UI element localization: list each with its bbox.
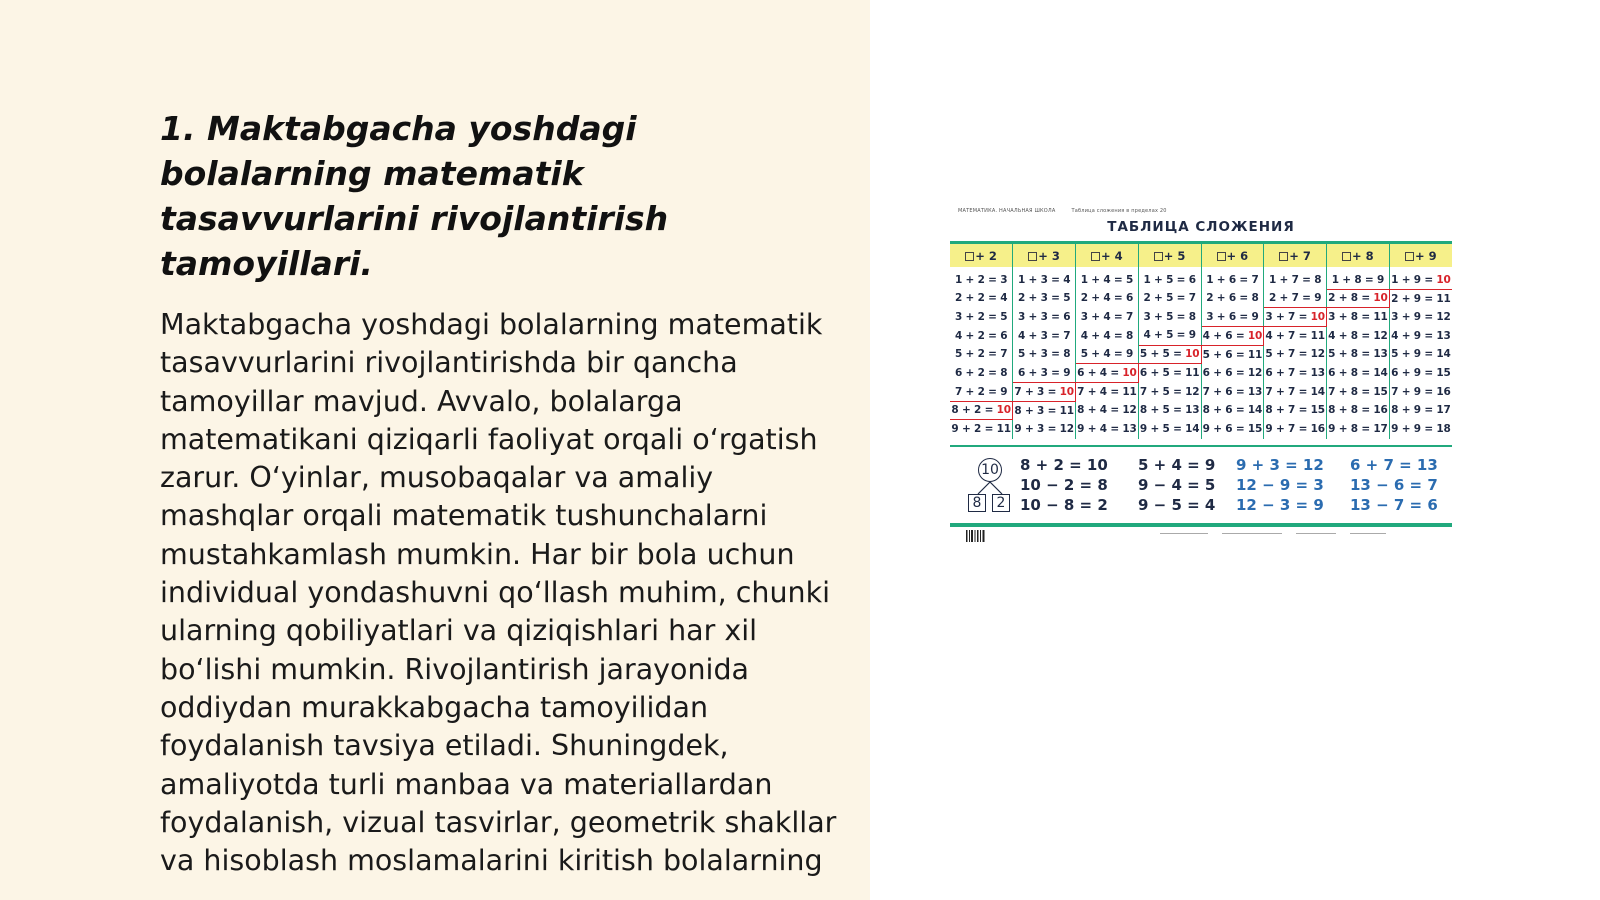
- table-row: [950, 326, 1452, 345]
- cell-result: 12: [1122, 404, 1137, 417]
- table-cell: [1201, 267, 1264, 289]
- cell-expression: 4 + 7 =: [1265, 329, 1311, 342]
- cell-expression: 6 + 8 =: [1328, 367, 1374, 380]
- cell-expression: 7 + 3 =: [1014, 385, 1060, 398]
- cell-expression: 7 + 9 =: [1391, 385, 1437, 398]
- column-header: [1013, 244, 1076, 267]
- poster-series-label: МАТЕМАТИКА. НАЧАЛЬНАЯ ШКОЛА: [958, 208, 1056, 214]
- column-header: [1327, 244, 1390, 267]
- cell-result: 11: [1310, 329, 1325, 342]
- barcode-icon: [966, 530, 986, 542]
- cell-result: 11: [1059, 404, 1074, 417]
- cell-result: 13: [1247, 385, 1263, 398]
- table-cell: [950, 420, 1013, 439]
- table-cell: [1327, 382, 1390, 401]
- cell-expression: 5 + 2 =: [954, 348, 1001, 361]
- cell-expression: 9 + 5 =: [1139, 423, 1186, 436]
- cell-result: 8: [1314, 274, 1322, 286]
- cell-result: 11: [1373, 311, 1388, 324]
- column-header-label: + 4: [1101, 248, 1123, 263]
- table-cell: [1138, 345, 1201, 364]
- table-cell: [1201, 326, 1264, 345]
- cell-result: 12: [1185, 385, 1200, 398]
- decomposition-whole: 10: [978, 458, 1002, 482]
- cell-expression: 8 + 9 =: [1391, 404, 1437, 417]
- poster-title: ТАБЛИЦА СЛОЖЕНИЯ: [1107, 219, 1295, 235]
- cell-expression: 9 + 8 =: [1328, 423, 1374, 436]
- cell-expression: 9 + 3 =: [1014, 423, 1060, 436]
- example-group-4: [1350, 455, 1438, 515]
- table-cell: [1138, 289, 1201, 308]
- cell-result: 11: [996, 423, 1011, 436]
- table-cell: [1389, 326, 1452, 345]
- table-cell: [1389, 345, 1452, 364]
- table-cell: [1327, 420, 1390, 439]
- cell-result: 9: [1063, 366, 1071, 379]
- table-cell: [1201, 364, 1264, 383]
- table-cell: [1201, 382, 1264, 401]
- cell-result: 4: [1063, 274, 1071, 286]
- table-cell: [1201, 420, 1264, 439]
- table-cell: [1264, 289, 1327, 308]
- column-header: [1076, 244, 1139, 267]
- cell-result: 14: [1436, 348, 1451, 361]
- cell-result: 5: [1125, 274, 1134, 286]
- table-cell: [1327, 267, 1390, 289]
- cell-expression: 5 + 4 =: [1080, 348, 1126, 361]
- table-cell: [1076, 289, 1139, 308]
- cell-result: 13: [1122, 423, 1137, 436]
- table-cell: [1138, 267, 1201, 289]
- cell-result: 8: [1125, 329, 1134, 342]
- addition-table: [950, 244, 1452, 439]
- decomposition-part-b: 2: [992, 494, 1010, 512]
- cell-result: 10: [1059, 385, 1074, 398]
- example-equation: 6 + 7 = 13: [1350, 456, 1438, 474]
- cell-expression: 2 + 4 =: [1080, 292, 1126, 305]
- table-cell: [1264, 382, 1327, 401]
- table-cell: [1076, 345, 1139, 364]
- cell-expression: 2 + 7 =: [1268, 292, 1315, 305]
- table-row: [950, 364, 1452, 383]
- table-cell: [1327, 289, 1390, 308]
- cell-result: 13: [1185, 404, 1200, 417]
- table-header-row: [950, 244, 1452, 267]
- cell-expression: 1 + 9 =: [1391, 273, 1437, 286]
- cell-expression: 9 + 6 =: [1202, 423, 1248, 436]
- cell-result: 9: [1376, 273, 1385, 286]
- table-cell: [1389, 267, 1452, 289]
- cell-result: 17: [1436, 404, 1451, 417]
- empty-box-icon: [965, 252, 974, 261]
- cell-expression: 6 + 2 =: [954, 367, 1001, 380]
- table-cell: [1138, 326, 1201, 345]
- cell-expression: 7 + 4 =: [1077, 386, 1123, 399]
- cell-result: 11: [1247, 348, 1263, 361]
- table-cell: [1264, 308, 1327, 327]
- table-cell: [1389, 382, 1452, 401]
- slide-title: 1. Maktabgacha yoshdagi bolalarning matematik tasavvurlarini rivojlantirish tamoyillari.: [160, 109, 669, 283]
- table-cell: [1013, 364, 1076, 383]
- cell-expression: 3 + 7 =: [1265, 311, 1311, 324]
- cell-result: 9: [1251, 310, 1259, 323]
- cell-result: 15: [1247, 423, 1263, 436]
- cell-expression: 9 + 4 =: [1077, 423, 1123, 436]
- cell-result: 7: [1125, 311, 1134, 324]
- cell-expression: 2 + 6 =: [1206, 292, 1252, 305]
- cell-expression: 4 + 4 =: [1080, 329, 1126, 342]
- cell-expression: 6 + 9 =: [1391, 367, 1437, 380]
- cell-result: 8: [1188, 311, 1196, 324]
- cell-expression: 8 + 7 =: [1265, 404, 1311, 417]
- column-header: [1389, 244, 1452, 267]
- cell-expression: 7 + 6 =: [1202, 385, 1248, 398]
- column-header: [1264, 244, 1327, 267]
- cell-expression: 7 + 8 =: [1328, 385, 1374, 398]
- example-equation: 8 + 2 = 10: [1020, 456, 1108, 474]
- table-cell: [1201, 401, 1264, 420]
- decomposition-part-a: 8: [968, 494, 986, 512]
- cell-expression: 4 + 9 =: [1391, 329, 1437, 342]
- example-group-3: [1236, 455, 1324, 515]
- cell-result: 6: [1188, 274, 1196, 286]
- cell-expression: 1 + 3 =: [1017, 274, 1064, 286]
- slide-body-text: Maktabgacha yoshdagi bolalarning matematik tasavvurlarini rivojlantirishda bir qancha tamoyillar mavjud. Avvalo, bolalarga matematikani qiziqarli faoliyat orqali o‘rgatish zarur. O‘yinlar, musobaqalar va amaliy mashqlar orqali matematik tushunchalarni mustahkamlash mumkin. Har bir bola uchun individual yondashuvni qo‘llash muhim, chunki ularning qobiliyatlari va qiziqishlari har xil bo‘lishi mumkin. Rivojlantirish jarayonida oddiydan murakkabgacha tamoyilidan foydalanish tavsiya etiladi. Shuningdek, amaliyotda turli manbaa va materiallardan foydalanish, vizual tasvirlar, geometrik shakllar va hisoblash moslamalarini kiritish bolalarning: [160, 308, 837, 878]
- cell-expression: 4 + 3 =: [1017, 329, 1064, 342]
- table-cell: [1013, 267, 1076, 289]
- cell-result: 13: [1373, 348, 1388, 361]
- column-header-label: + 8: [1352, 248, 1374, 263]
- cell-result: 9: [1125, 348, 1134, 361]
- cell-result: 15: [1310, 404, 1325, 417]
- table-cell: [1264, 345, 1327, 364]
- table-cell: [1327, 308, 1390, 327]
- cell-expression: 9 + 9 =: [1391, 423, 1437, 436]
- table-cell: [1327, 345, 1390, 364]
- cell-result: 14: [1373, 367, 1388, 380]
- empty-box-icon: [1091, 252, 1100, 261]
- cell-result: 7: [1251, 274, 1259, 286]
- cell-expression: 1 + 4 =: [1080, 274, 1126, 286]
- table-cell: [1327, 326, 1390, 345]
- cell-result: 11: [1122, 386, 1137, 399]
- cell-result: 3: [1000, 274, 1008, 286]
- cell-result: 16: [1373, 404, 1388, 417]
- table-cell: [1013, 420, 1076, 439]
- cell-result: 7: [1188, 292, 1196, 305]
- cell-expression: 8 + 8 =: [1328, 404, 1374, 417]
- cell-result: 9: [1314, 292, 1322, 305]
- cell-expression: 1 + 6 =: [1206, 274, 1252, 286]
- cell-expression: 6 + 6 =: [1202, 367, 1248, 380]
- cell-expression: 3 + 6 =: [1206, 310, 1252, 323]
- cell-expression: 5 + 7 =: [1265, 348, 1311, 361]
- empty-box-icon: [1028, 252, 1037, 261]
- cell-expression: 3 + 8 =: [1328, 311, 1374, 324]
- table-cell: [1264, 364, 1327, 383]
- example-group-1: [1020, 455, 1108, 515]
- cell-expression: 4 + 8 =: [1328, 329, 1374, 342]
- addition-table-poster: [950, 205, 1452, 545]
- table-cell: [1327, 401, 1390, 420]
- table-cell: [1138, 420, 1201, 439]
- table-cell: [1013, 326, 1076, 345]
- example-equation: 12 − 9 = 3: [1236, 476, 1324, 494]
- table-cell: [1013, 382, 1076, 401]
- table-row: [950, 267, 1452, 289]
- cell-result: 14: [1310, 385, 1325, 398]
- table-cell: [1389, 420, 1452, 439]
- cell-expression: 2 + 3 =: [1017, 292, 1064, 305]
- column-header-label: + 9: [1415, 248, 1437, 263]
- example-equation: 5 + 4 = 9: [1138, 456, 1216, 474]
- cell-expression: 2 + 9 =: [1391, 292, 1437, 305]
- cell-result: 10: [1436, 273, 1451, 286]
- table-row: [950, 308, 1452, 327]
- cell-result: 12: [1247, 367, 1263, 380]
- table-cell: [1389, 401, 1452, 420]
- cell-expression: 5 + 8 =: [1328, 348, 1374, 361]
- cell-result: 18: [1436, 423, 1451, 436]
- table-cell: [950, 382, 1013, 401]
- poster-series-header: [958, 208, 1167, 214]
- cell-result: 4: [1000, 292, 1008, 305]
- table-cell: [1264, 326, 1327, 345]
- cell-result: 10: [1310, 311, 1325, 324]
- cell-expression: 3 + 4 =: [1080, 311, 1126, 324]
- empty-box-icon: [1279, 252, 1288, 261]
- table-row: [950, 401, 1452, 420]
- cell-expression: 8 + 6 =: [1202, 404, 1248, 417]
- cell-expression: 5 + 9 =: [1391, 348, 1437, 361]
- cell-expression: 1 + 8 =: [1331, 273, 1377, 286]
- cell-result: 6: [1063, 311, 1071, 324]
- empty-box-icon: [1405, 252, 1414, 261]
- table-cell: [1013, 289, 1076, 308]
- table-cell: [1264, 267, 1327, 289]
- poster-middle-rule: [950, 445, 1452, 447]
- table-cell: [1201, 345, 1264, 364]
- table-cell: [1076, 420, 1139, 439]
- publisher-fine-print-icon: [1160, 531, 1400, 536]
- cell-result: 6: [1000, 329, 1008, 342]
- cell-expression: 6 + 7 =: [1265, 367, 1311, 380]
- table-cell: [1138, 364, 1201, 383]
- table-row: [950, 420, 1452, 439]
- number-decomposition: [964, 455, 1014, 515]
- table-cell: [1013, 345, 1076, 364]
- cell-result: 12: [1059, 423, 1074, 436]
- table-cell: [1138, 401, 1201, 420]
- example-equation: 13 − 7 = 6: [1350, 496, 1438, 514]
- cell-expression: 3 + 2 =: [954, 311, 1001, 324]
- cell-result: 9: [1000, 385, 1008, 398]
- example-equation: 10 − 2 = 8: [1020, 476, 1108, 494]
- cell-expression: 3 + 3 =: [1017, 311, 1064, 324]
- cell-result: 5: [1063, 292, 1071, 305]
- empty-box-icon: [1342, 252, 1351, 261]
- table-cell: [1264, 420, 1327, 439]
- column-header-label: + 7: [1289, 248, 1311, 263]
- table-row: [950, 382, 1452, 401]
- column-header-label: + 5: [1163, 248, 1186, 263]
- table-cell: [950, 345, 1013, 364]
- table-cell: [950, 289, 1013, 308]
- cell-result: 11: [1436, 292, 1451, 305]
- cell-result: 12: [1436, 311, 1451, 324]
- poster-bottom-rule: [950, 523, 1452, 527]
- cell-expression: 6 + 4 =: [1077, 367, 1123, 380]
- cell-result: 14: [1247, 404, 1263, 417]
- cell-expression: 7 + 2 =: [954, 385, 1001, 398]
- cell-expression: 2 + 8 =: [1328, 292, 1374, 305]
- table-body: [950, 267, 1452, 439]
- table-cell: [1264, 401, 1327, 420]
- cell-expression: 5 + 3 =: [1017, 348, 1064, 361]
- cell-expression: 4 + 6 =: [1202, 329, 1248, 342]
- cell-expression: 1 + 2 =: [954, 274, 1001, 286]
- cell-result: 13: [1310, 367, 1325, 380]
- table-cell: [1389, 364, 1452, 383]
- column-header: [950, 244, 1013, 267]
- cell-expression: 2 + 2 =: [954, 292, 1001, 305]
- table-cell: [950, 401, 1013, 420]
- column-header-label: + 2: [975, 248, 997, 263]
- table-cell: [1013, 401, 1076, 420]
- column-header-label: + 3: [1038, 248, 1060, 263]
- cell-result: 7: [1000, 348, 1008, 361]
- cell-expression: 6 + 3 =: [1017, 366, 1064, 379]
- cell-expression: 4 + 2 =: [954, 329, 1001, 342]
- cell-result: 7: [1063, 329, 1071, 342]
- cell-result: 8: [1000, 367, 1008, 380]
- cell-expression: 7 + 5 =: [1139, 385, 1186, 398]
- cell-result: 8: [1251, 292, 1259, 305]
- table-cell: [950, 308, 1013, 327]
- example-equation: 9 − 5 = 4: [1138, 496, 1216, 514]
- table-cell: [950, 364, 1013, 383]
- table-cell: [1076, 326, 1139, 345]
- example-equation: 9 + 3 = 12: [1236, 456, 1324, 474]
- cell-result: 14: [1185, 423, 1200, 436]
- cell-expression: 9 + 2 =: [951, 423, 997, 436]
- table-cell: [950, 267, 1013, 289]
- cell-expression: 5 + 6 =: [1202, 348, 1248, 361]
- table-cell: [950, 326, 1013, 345]
- cell-expression: 4 + 5 =: [1143, 329, 1189, 342]
- cell-result: 10: [996, 404, 1011, 417]
- cell-expression: 3 + 5 =: [1143, 311, 1189, 324]
- cell-expression: 9 + 7 =: [1265, 423, 1311, 436]
- table-cell: [1076, 308, 1139, 327]
- example-group-2: [1138, 455, 1215, 515]
- cell-result: 13: [1436, 329, 1451, 342]
- cell-result: 5: [1000, 311, 1008, 324]
- cell-result: 11: [1185, 367, 1200, 380]
- cell-result: 16: [1436, 385, 1451, 398]
- cell-result: 17: [1373, 423, 1388, 436]
- table-cell: [1201, 289, 1264, 308]
- table-cell: [1138, 382, 1201, 401]
- cell-expression: 8 + 2 =: [951, 404, 997, 417]
- table-cell: [1076, 401, 1139, 420]
- cell-expression: 1 + 5 =: [1143, 274, 1189, 286]
- cell-expression: 5 + 5 =: [1139, 348, 1186, 361]
- cell-result: 8: [1063, 348, 1071, 361]
- table-cell: [1076, 382, 1139, 401]
- table-row: [950, 345, 1452, 364]
- empty-box-icon: [1217, 252, 1226, 261]
- table-cell: [1327, 364, 1390, 383]
- cell-result: 12: [1373, 329, 1388, 342]
- cell-result: 10: [1247, 329, 1263, 342]
- cell-result: 9: [1188, 329, 1196, 342]
- column-header-label: + 6: [1226, 248, 1249, 263]
- table-row: [950, 289, 1452, 308]
- table-cell: [1138, 308, 1201, 327]
- table-cell: [1389, 289, 1452, 308]
- cell-expression: 8 + 3 =: [1014, 404, 1060, 417]
- cell-expression: 2 + 5 =: [1143, 292, 1189, 305]
- cell-result: 16: [1310, 423, 1325, 436]
- example-equation: 12 − 3 = 9: [1236, 496, 1324, 514]
- cell-result: 10: [1185, 348, 1200, 361]
- cell-result: 12: [1310, 348, 1325, 361]
- cell-result: 6: [1125, 292, 1134, 305]
- cell-result: 10: [1122, 367, 1137, 380]
- cell-expression: 1 + 7 =: [1268, 274, 1315, 286]
- table-cell: [1013, 308, 1076, 327]
- table-cell: [1201, 308, 1264, 327]
- cell-expression: 3 + 9 =: [1391, 311, 1437, 324]
- column-header: [1138, 244, 1201, 267]
- column-header: [1201, 244, 1264, 267]
- table-cell: [1076, 364, 1139, 383]
- poster-subtitle-label: Таблица сложения в пределах 20: [1071, 208, 1167, 214]
- cell-result: 15: [1436, 367, 1451, 380]
- cell-expression: 8 + 4 =: [1077, 404, 1123, 417]
- table-cell: [1389, 308, 1452, 327]
- cell-result: 15: [1373, 385, 1388, 398]
- cell-expression: 6 + 5 =: [1139, 367, 1186, 380]
- example-equation: 9 − 4 = 5: [1138, 476, 1216, 494]
- table-cell: [1076, 267, 1139, 289]
- cell-result: 10: [1373, 292, 1388, 305]
- cell-expression: 8 + 5 =: [1139, 404, 1186, 417]
- example-equation: 13 − 6 = 7: [1350, 476, 1438, 494]
- cell-expression: 7 + 7 =: [1265, 385, 1311, 398]
- empty-box-icon: [1154, 252, 1163, 261]
- example-equation: 10 − 8 = 2: [1020, 496, 1108, 514]
